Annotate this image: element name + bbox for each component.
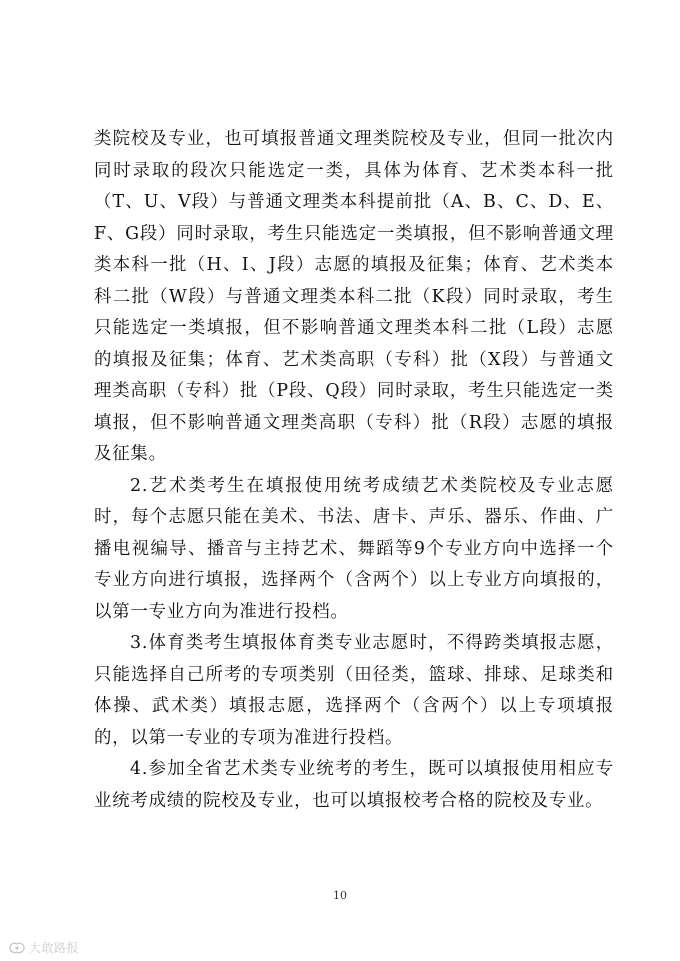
paragraph-item-4: 4.参加全省艺术类专业统考的考生，既可以填报使用相应专业统考成绩的院校及专业，也可以填报校考合格的院校及专业。 xyxy=(94,759,614,811)
watermark-text: 大敢路报 xyxy=(29,940,80,955)
paragraph-continuation: 类院校及专业，也可填报普通文理类院校及专业，但同一批次内同时录取的段次只能选定一类，具体为体育、艺术类本科一批（T、U、V段）与普通文理类本科提前批（A、B、C、D、E、F、G段）同时录取，考生只能选定一类填报，但不影响普通文理类本科一批（H、I、J段）志愿的填报及征集；体育、艺术类本科二批（W段）与普通文理类本科二批（K段）同时录取，考生只能选定一类填报，但不影响普通文理类本科二批（L段）志愿的填报及征集；体育、艺术类高职（专科）批（X段）与普通文理类高职（专科）批（P段、Q段）同时录取，考生只能选定一类填报，但不影响普通文理类高职（专科）批（R段）志愿的填报及征集。 xyxy=(94,129,614,464)
page-number: 10 xyxy=(333,889,347,902)
paragraph-item-2: 2.艺术类考生在填报使用统考成绩艺术类院校及专业志愿时，每个志愿只能在美术、书法、唐卡、声乐、器乐、作曲、广播电视编导、播音与主持艺术、舞蹈等9个专业方向中选择一个专业方向进行填报，选择两个（含两个）以上专业方向填报的，以第一专业方向为准进行投档。 xyxy=(94,475,614,622)
watermark xyxy=(8,938,79,956)
watermark-logo-icon xyxy=(8,940,26,954)
paragraph-item-3: 3.体育类考生填报体育类专业志愿时，不得跨类填报志愿，只能选择自己所考的专项类别（田径类，篮球、排球、足球类和体操、武术类）填报志愿，选择两个（含两个）以上专项填报的，以第一专业的专项为准进行投档。 xyxy=(94,633,614,748)
document-body xyxy=(94,124,614,817)
